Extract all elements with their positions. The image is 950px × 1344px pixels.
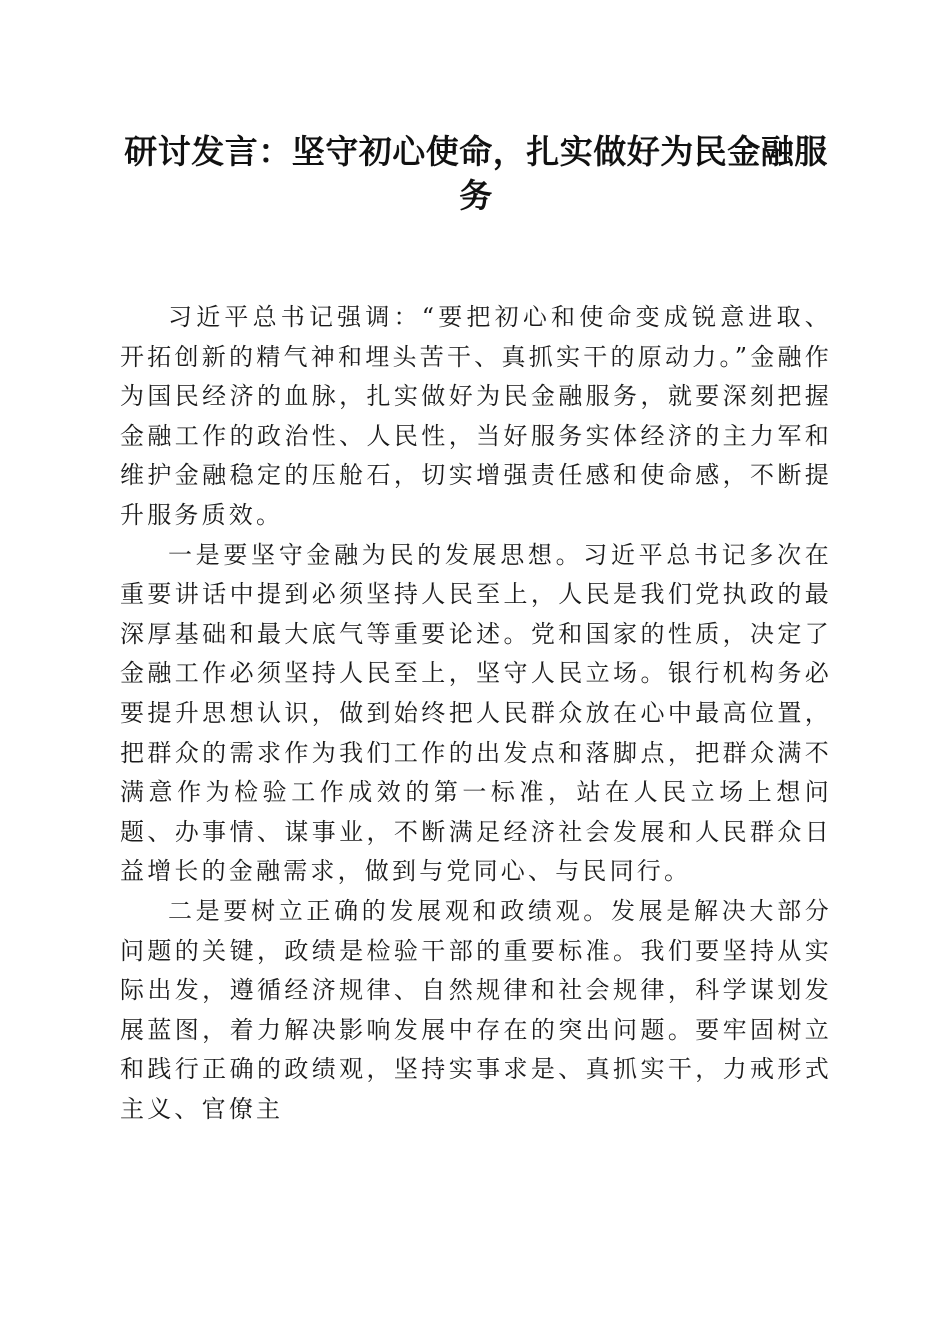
document-title: 研讨发言：坚守初心使命，扎实做好为民金融服务 <box>124 132 828 215</box>
document-body <box>120 298 832 1129</box>
paragraph-text: 习近平总书记强调：“要把初心和使命变成锐意进取、开拓创新的精气神和埋头苦干、真抓实干的原动力。”金融作为国民经济的血脉，扎实做好为民金融服务，就要深刻把握金融工作的政治性、人民性，当好服务实体经济的主力军和维护金融稳定的压舱石，切实增强责任感和使命感，不断提升服务质效。 <box>120 303 832 529</box>
document-page <box>120 130 832 1129</box>
paragraph-intro <box>120 298 832 536</box>
paragraph-text: 发展是解决大部分问题的关键，政绩是检验干部的重要标准。我们要坚持从实际出发，遵循经济规律、自然规律和社会规律，科学谋划发展蓝图，着力解决影响发展中存在的突出问题。要牢固树立和践行正确的政绩观，坚持实事求是、真抓实干，力戒形式主义、官僚主 <box>120 896 832 1123</box>
paragraph-point-one <box>120 536 832 892</box>
paragraph-point-two <box>120 892 832 1130</box>
paragraph-lead: 一是要坚守金融为民的发展思想。 <box>168 540 584 569</box>
paragraph-text: 习近平总书记多次在重要讲话中提到必须坚持人民至上，人民是我们党执政的最深厚基础和最大底气等重要论述。党和国家的性质，决定了金融工作必须坚持人民至上，坚守人民立场。银行机构务必要提升思想认识，做到始终把人民群众放在心中最高位置，把群众的需求作为我们工作的出发点和落脚点，把群众满不满意作为检验工作成效的第一标准，站在人民立场上想问题、办事情、谋事业，不断满足经济社会发展和人民群众日益增长的金融需求，做到与党同心、与民同行。 <box>120 540 832 886</box>
paragraph-lead: 二是要树立正确的发展观和政绩观。 <box>168 896 611 925</box>
